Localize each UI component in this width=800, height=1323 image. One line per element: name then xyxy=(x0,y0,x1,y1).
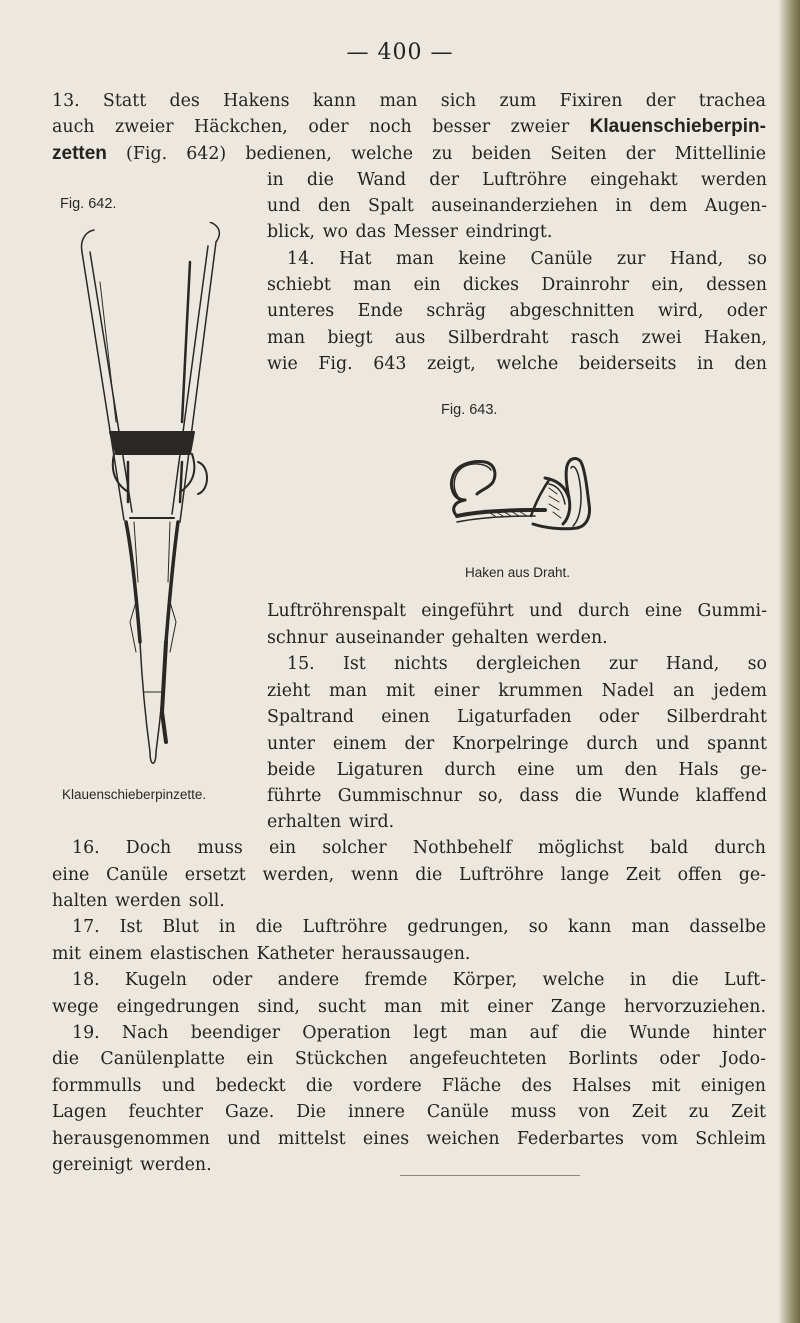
text-line: führte Gummischnur so, dass die Wunde klaffend xyxy=(267,786,767,806)
text-fragment: auch zweier Häckchen, oder noch besser zweier xyxy=(52,117,570,137)
text-line: schiebt man ein dickes Drainrohr ein, dessen xyxy=(267,275,767,295)
text-line: 14. Hat man keine Canüle zur Hand, so xyxy=(287,249,767,269)
text-line: herausgenommen und mittelst eines weichen Federbartes vom Schleim xyxy=(52,1129,766,1149)
text-line: wege eingedrungen sind, sucht man mit einer Zange hervorzuziehen. xyxy=(52,997,766,1017)
text-line: blick, wo das Messer eindringt. xyxy=(267,222,553,242)
text-line: eine Canüle ersetzt werden, wenn die Luftröhre lange Zeit offen ge- xyxy=(52,865,766,885)
text-line: und den Spalt auseinanderziehen in dem Augen- xyxy=(267,196,767,216)
claw-forceps-illustration xyxy=(70,222,270,784)
text-line xyxy=(52,141,766,167)
text-line: in die Wand der Luftröhre eingehakt werden xyxy=(267,170,767,190)
text-line: 15. Ist nichts dergleichen zur Hand, so xyxy=(287,654,767,674)
wire-hooks-illustration xyxy=(445,438,605,548)
text-line: formmulls und bedeckt die vordere Fläche des Halses mit einigen xyxy=(52,1076,766,1096)
text-line: zieht man mit einer krummen Nadel an jedem xyxy=(267,681,767,701)
text-line: 19. Nach beendiger Operation legt man auf die Wunde hinter xyxy=(72,1023,766,1043)
text-line: gereinigt werden. xyxy=(52,1155,212,1175)
text-line: mit einem elastischen Katheter heraussaugen. xyxy=(52,944,471,964)
text-line: Lagen feuchter Gaze. Die innere Canüle muss von Zeit zu Zeit xyxy=(52,1102,766,1122)
text-line: 13. Statt des Hakens kann man sich zum Fixiren der trachea xyxy=(52,91,766,111)
figure-642-label: Fig. 642. xyxy=(60,196,117,212)
text-line xyxy=(52,114,766,140)
text-line: beide Ligaturen durch eine um den Hals ge- xyxy=(267,760,767,780)
text-line: die Canülenplatte ein Stückchen angefeuchteten Borlints oder Jodo- xyxy=(52,1049,766,1069)
term-zetten: zetten xyxy=(52,143,107,164)
figure-643-label: Fig. 643. xyxy=(441,402,498,418)
text-line: unteres Ende schräg abgeschnitten wird, oder xyxy=(267,301,767,321)
text-line: wie Fig. 643 zeigt, welche beiderseits in den xyxy=(267,354,767,374)
text-line: 16. Doch muss ein solcher Nothbehelf möglichst bald durch xyxy=(72,838,766,858)
figure-643-caption: Haken aus Draht. xyxy=(465,565,571,580)
text-fragment: (Fig. 642) bedienen, welche zu beiden Seiten der Mittellinie xyxy=(126,144,766,164)
text-line: Spaltrand einen Ligaturfaden oder Silberdraht xyxy=(267,707,767,727)
term-klauenschieberpinzetten: Klauenschieberpin- xyxy=(589,116,766,137)
text-line: Luftröhrenspalt eingeführt und durch eine Gummi- xyxy=(267,601,767,621)
end-rule xyxy=(400,1175,580,1176)
text-line: 18. Kugeln oder andere fremde Körper, welche in die Luft- xyxy=(72,970,766,990)
page-edge-shadow xyxy=(778,0,800,1323)
text-line: man biegt aus Silberdraht rasch zwei Haken, xyxy=(267,328,767,348)
figure-642-caption: Klauenschieberpinzette. xyxy=(62,787,207,802)
text-line: 17. Ist Blut in die Luftröhre gedrungen, so kann man dasselbe xyxy=(72,917,766,937)
text-line: unter einem der Knorpelringe durch und spannt xyxy=(267,734,767,754)
text-line: erhalten wird. xyxy=(267,812,395,832)
page-number: — 400 — xyxy=(346,40,454,65)
text-line: schnur auseinander gehalten werden. xyxy=(267,628,608,648)
text-line: halten werden soll. xyxy=(52,891,225,911)
